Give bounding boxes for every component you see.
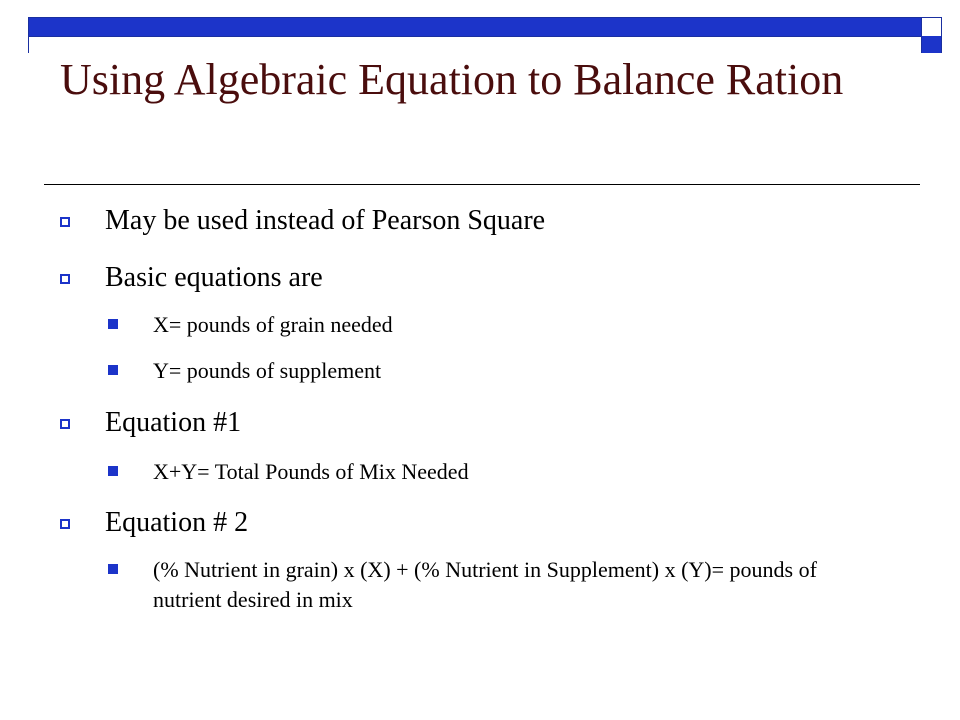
bullet-item [60,406,241,440]
slide-title: Using Algebraic Equation to Balance Ration [60,55,844,104]
bullet-text: May be used instead of Pearson Square [105,205,546,236]
filled-square-bullet-icon [108,466,118,476]
sub-bullet-item [108,457,898,487]
bullet-item [60,204,545,238]
filled-square-bullet-icon [108,365,118,375]
hollow-square-bullet-icon [60,274,70,284]
hollow-square-bullet-icon [60,419,70,429]
filled-square-bullet-icon [108,564,118,574]
bullet-text: Equation #1 [105,407,242,438]
filled-square-bullet-icon [108,319,118,329]
bullet-item [60,261,323,295]
sub-bullet-text: X= pounds of grain needed [153,312,393,337]
sub-bullet-text: (% Nutrient in grain) x (X) + (% Nutrient in Supplement) x (Y)= pounds of nutrient desired in mix [153,557,817,612]
bullet-item [60,506,248,540]
sub-bullet-text: Y= pounds of supplement [153,358,382,383]
bullet-text: Equation # 2 [105,507,249,538]
hollow-square-bullet-icon [60,217,70,227]
bullet-text: Basic equations are [105,262,323,293]
sub-bullet-item [108,555,858,615]
sub-bullet-item [108,310,898,340]
sub-bullet-item [108,356,898,386]
sub-bullet-text: X+Y= Total Pounds of Mix Needed [153,459,469,484]
hollow-square-bullet-icon [60,519,70,529]
